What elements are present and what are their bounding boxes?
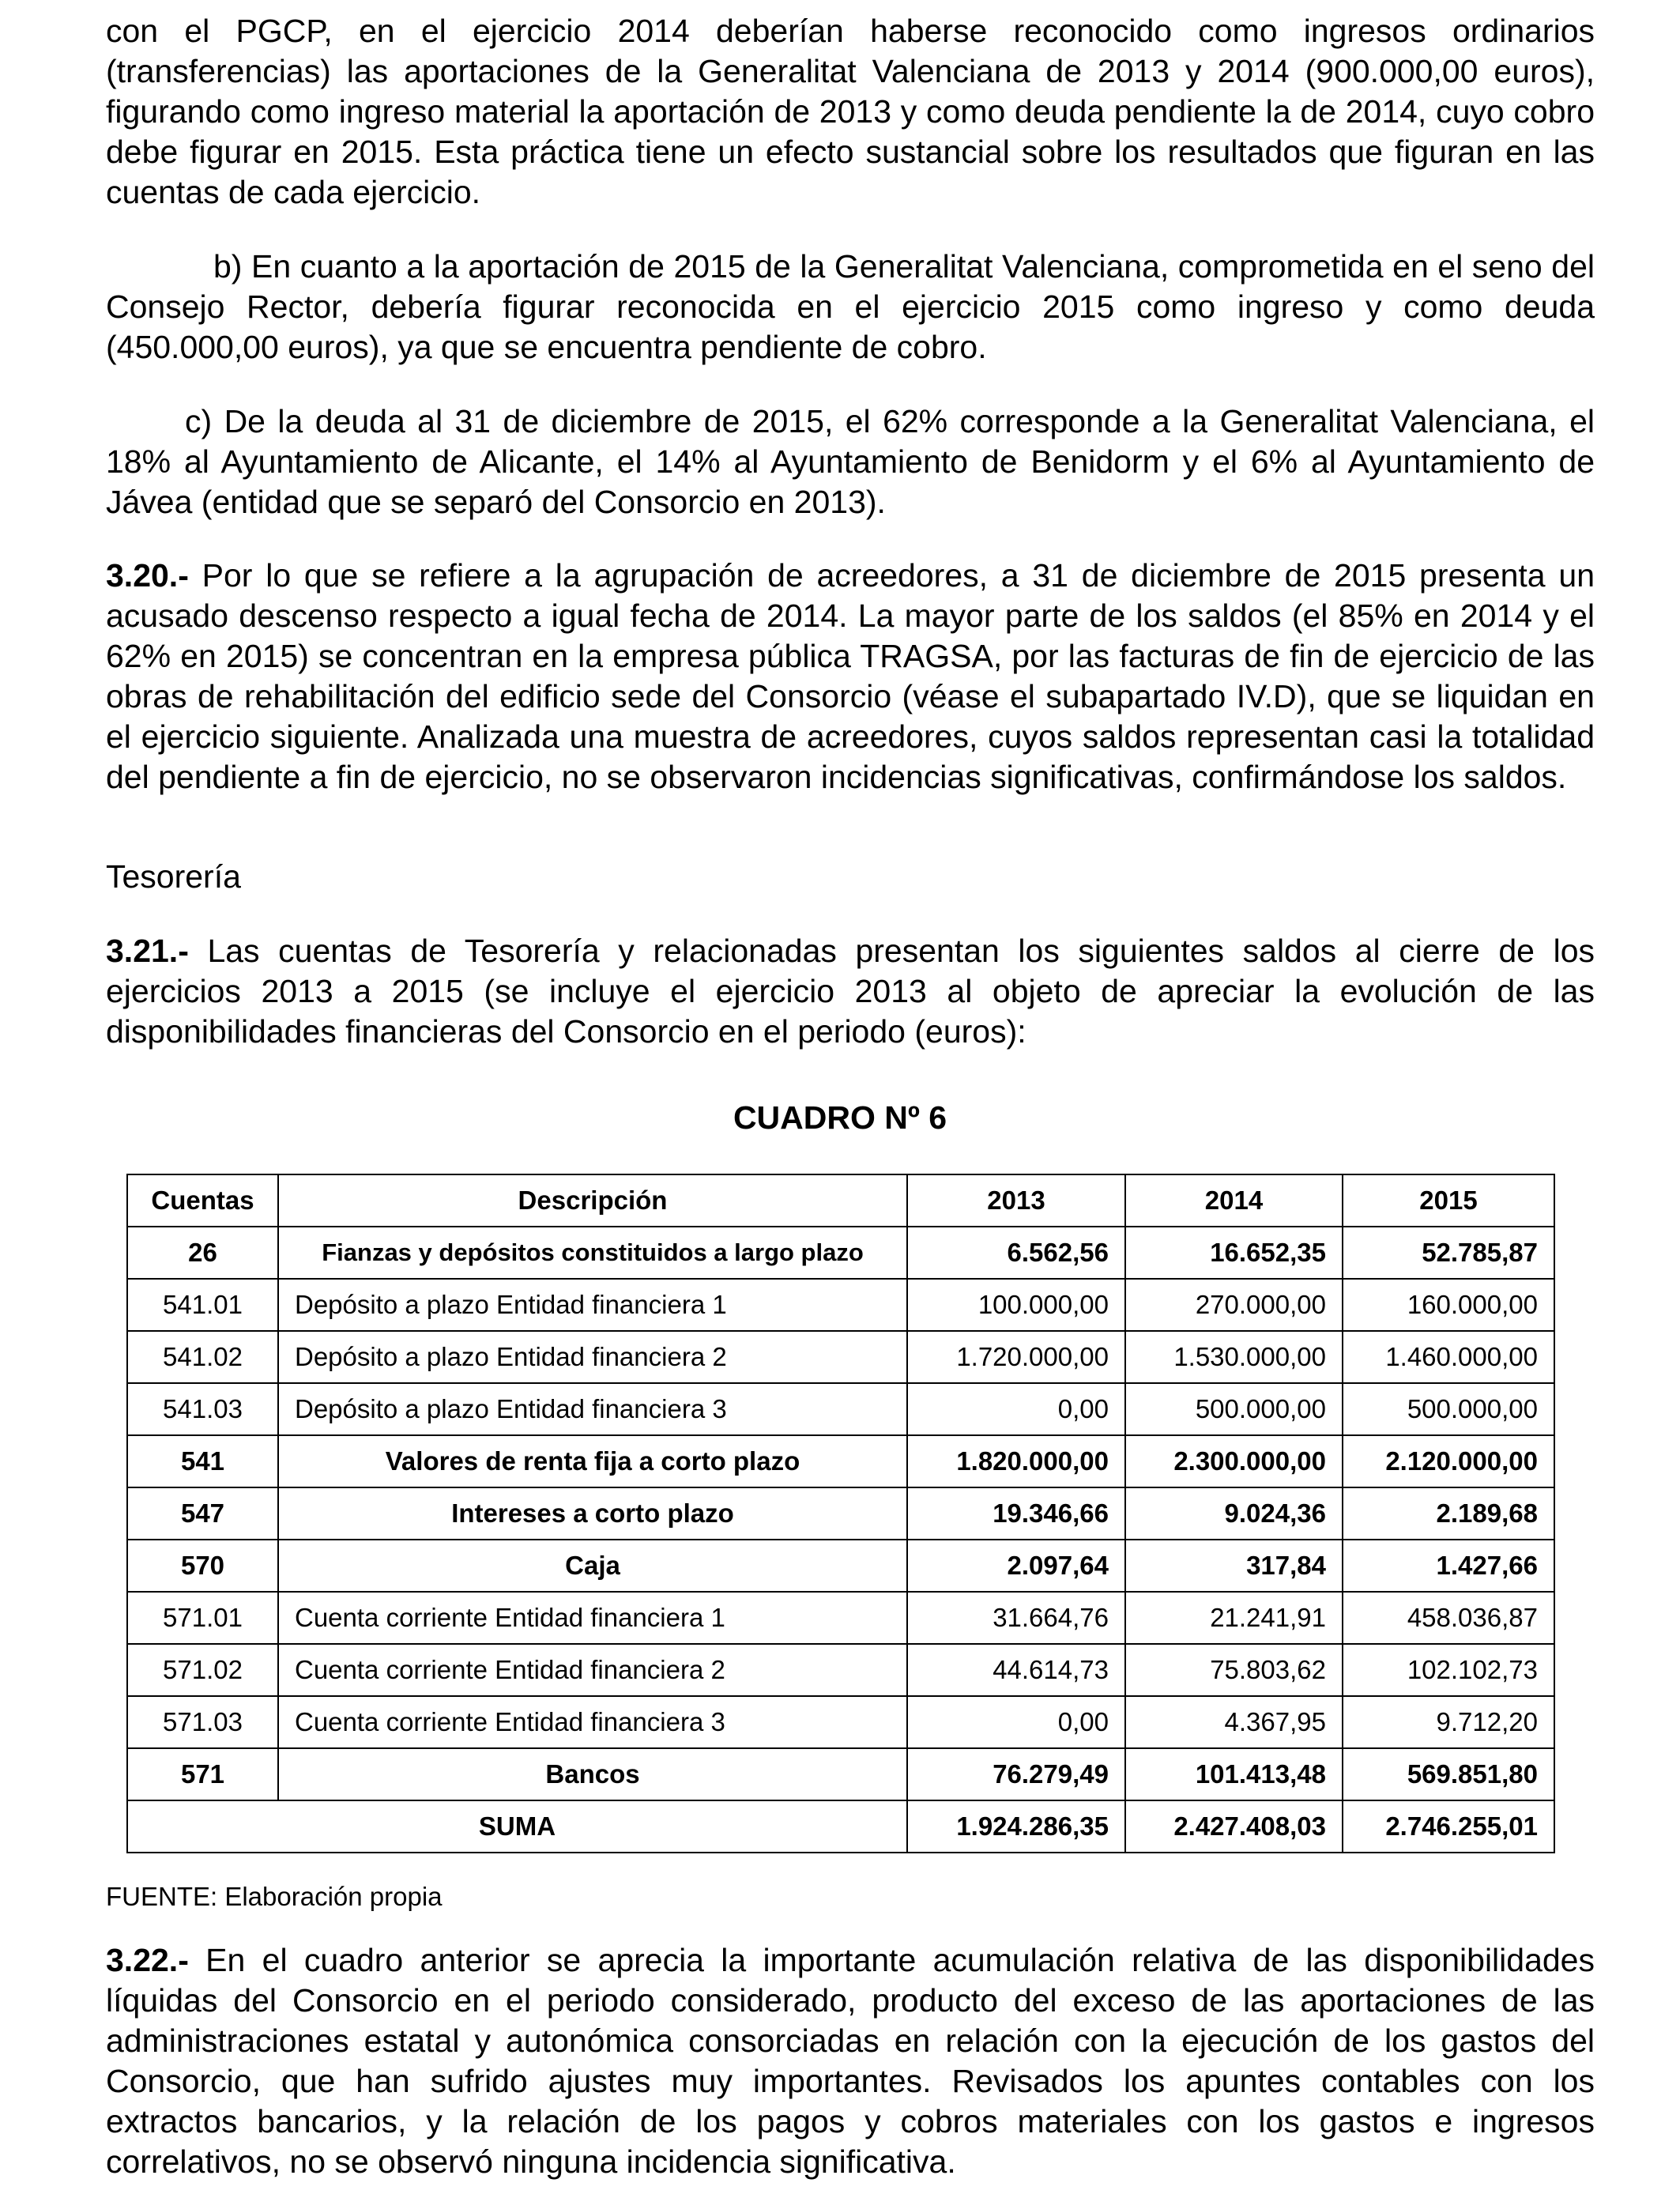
paragraph-text: Por lo que se refiere a la agrupación de acreedores, a 31 de diciembre de 2015 presenta un acusado descenso respecto a igual fecha de 2014. La mayor parte de los saldos (el 85% en 2014 y el 62% en 2015) se concentran en la empresa pública TRAGSA, por las facturas de fin de ejercicio de las obras de rehabilitación del edificio sede del Consorcio (véase el subapartado IV.D), que se liquidan en el ejercicio siguiente. Analizada una muestra de acreedores, cuyos saldos representan casi la totalidad del pendiente a fin de ejercicio, no se observaron incidencias significativas, confirmándose los saldos.: [106, 557, 1595, 795]
table-row: [127, 1592, 1554, 1644]
cell-2014: 101.413,48: [1125, 1748, 1343, 1800]
cell-2013: 100.000,00: [907, 1279, 1125, 1331]
table-row: [127, 1696, 1554, 1748]
paragraph-text: En el cuadro anterior se aprecia la importante acumulación relativa de las disponibilidades líquidas del Consorcio en el periodo considerado, producto del exceso de las aportaciones de las administraciones estatal y autonómica consorciadas en relación con la ejecución de los gastos del Consorcio, que han sufrido ajustes muy importantes. Revisados los apuntes contables con los extractos bancarios, y la relación de los pagos y cobros materiales con los gastos e ingresos correlativos, no se observó ninguna incidencia significativa.: [106, 1942, 1595, 2180]
table-row: [127, 1748, 1554, 1800]
cell-total-2015: 2.746.255,01: [1343, 1800, 1554, 1853]
cell-descripcion: Cuenta corriente Entidad financiera 1: [278, 1592, 907, 1644]
cell-2013: 76.279,49: [907, 1748, 1125, 1800]
cell-2013: 1.720.000,00: [907, 1331, 1125, 1383]
header-descripcion: Descripción: [278, 1174, 907, 1227]
cell-2015: 458.036,87: [1343, 1592, 1554, 1644]
paragraph-3-20: [106, 556, 1595, 797]
cell-cuenta: 571.03: [127, 1696, 278, 1748]
table-row: [127, 1279, 1554, 1331]
cell-cuenta: 541.01: [127, 1279, 278, 1331]
table-caption: CUADRO Nº 6: [733, 1099, 947, 1136]
paragraph-3-22: [106, 1940, 1595, 2182]
cell-2013: 19.346,66: [907, 1487, 1125, 1540]
header-2015: 2015: [1343, 1174, 1554, 1227]
cell-cuenta: 26: [127, 1227, 278, 1279]
cell-2014: 270.000,00: [1125, 1279, 1343, 1331]
cell-2015: 1.427,66: [1343, 1540, 1554, 1592]
cell-2015: 569.851,80: [1343, 1748, 1554, 1800]
table-row: [127, 1487, 1554, 1540]
table-header-row: [127, 1174, 1554, 1227]
cell-2013: 44.614,73: [907, 1644, 1125, 1696]
cell-descripcion: Valores de renta fija a corto plazo: [278, 1435, 907, 1487]
cell-total-2013: 1.924.286,35: [907, 1800, 1125, 1853]
table-row: [127, 1644, 1554, 1696]
cell-2015: 160.000,00: [1343, 1279, 1554, 1331]
cell-2015: 2.189,68: [1343, 1487, 1554, 1540]
header-cuentas: Cuentas: [127, 1174, 278, 1227]
paragraph-number: 3.21.-: [106, 933, 189, 969]
cell-total-2014: 2.427.408,03: [1125, 1800, 1343, 1853]
cell-cuenta: 541.02: [127, 1331, 278, 1383]
paragraph-number: 3.22.-: [106, 1942, 189, 1978]
cell-2013: 1.820.000,00: [907, 1435, 1125, 1487]
cell-2015: 500.000,00: [1343, 1383, 1554, 1435]
cell-2014: 9.024,36: [1125, 1487, 1343, 1540]
cell-cuenta: 571: [127, 1748, 278, 1800]
paragraph-c: c) De la deuda al 31 de diciembre de 2015, el 62% corresponde a la Generalitat Valenciana, el 18% al Ayuntamiento de Alicante, el 14% al Ayuntamiento de Benidorm y el 6% al Ayuntamiento de Jávea (entidad que se separó del Consorcio en 2013).: [106, 403, 1595, 520]
header-2014: 2014: [1125, 1174, 1343, 1227]
cell-2015: 52.785,87: [1343, 1227, 1554, 1279]
cell-2013: 31.664,76: [907, 1592, 1125, 1644]
cell-2013: 0,00: [907, 1383, 1125, 1435]
table-source-note: FUENTE: Elaboración propia: [106, 1882, 443, 1911]
cell-descripcion: Intereses a corto plazo: [278, 1487, 907, 1540]
cell-cuenta: 571.01: [127, 1592, 278, 1644]
cell-cuenta: 541: [127, 1435, 278, 1487]
cell-2013: 2.097,64: [907, 1540, 1125, 1592]
cell-total-label: SUMA: [127, 1800, 907, 1853]
cell-descripcion: Depósito a plazo Entidad financiera 3: [278, 1383, 907, 1435]
table-row: [127, 1331, 1554, 1383]
table-row: [127, 1435, 1554, 1487]
cell-2014: 16.652,35: [1125, 1227, 1343, 1279]
table-row: [127, 1540, 1554, 1592]
cell-2015: 1.460.000,00: [1343, 1331, 1554, 1383]
cell-descripcion: Depósito a plazo Entidad financiera 2: [278, 1331, 907, 1383]
header-2013: 2013: [907, 1174, 1125, 1227]
cell-descripcion: Cuenta corriente Entidad financiera 2: [278, 1644, 907, 1696]
cell-2013: 6.562,56: [907, 1227, 1125, 1279]
cell-cuenta: 571.02: [127, 1644, 278, 1696]
cell-2014: 1.530.000,00: [1125, 1331, 1343, 1383]
cell-2014: 21.241,91: [1125, 1592, 1343, 1644]
cell-descripcion: Fianzas y depósitos constituidos a largo plazo: [278, 1227, 907, 1279]
cell-descripcion: Cuenta corriente Entidad financiera 3: [278, 1696, 907, 1748]
cell-cuenta: 547: [127, 1487, 278, 1540]
paragraph-number: 3.20.-: [106, 557, 189, 594]
cell-descripcion: Depósito a plazo Entidad financiera 1: [278, 1279, 907, 1331]
cell-descripcion: Bancos: [278, 1748, 907, 1800]
table-row: [127, 1383, 1554, 1435]
paragraph-3-21: [106, 931, 1595, 1052]
cell-2015: 9.712,20: [1343, 1696, 1554, 1748]
paragraph-pgcp: con el PGCP, en el ejercicio 2014 deberían haberse reconocido como ingresos ordinarios (transferencias) las aportaciones de la Generalitat Valenciana de 2013 y 2014 (900.000,00 euros), figurando como ingreso material la aportación de 2013 y como deuda pendiente la de 2014, cuyo cobro debe figurar en 2015. Esta práctica tiene un efecto sustancial sobre los resultados que figuran en las cuentas de cada ejercicio.: [106, 13, 1595, 210]
cell-cuenta: 541.03: [127, 1383, 278, 1435]
section-heading-tesoreria: Tesorería: [106, 858, 241, 895]
cell-2014: 500.000,00: [1125, 1383, 1343, 1435]
cell-2014: 4.367,95: [1125, 1696, 1343, 1748]
cell-2014: 2.300.000,00: [1125, 1435, 1343, 1487]
cell-2015: 102.102,73: [1343, 1644, 1554, 1696]
cell-descripcion: Caja: [278, 1540, 907, 1592]
cell-2014: 317,84: [1125, 1540, 1343, 1592]
table-row: [127, 1227, 1554, 1279]
cell-2014: 75.803,62: [1125, 1644, 1343, 1696]
cuadro-6-table: [126, 1174, 1555, 1853]
table-total-row: [127, 1800, 1554, 1853]
cell-2015: 2.120.000,00: [1343, 1435, 1554, 1487]
cell-2013: 0,00: [907, 1696, 1125, 1748]
cell-cuenta: 570: [127, 1540, 278, 1592]
paragraph-text: Las cuentas de Tesorería y relacionadas presentan los siguientes saldos al cierre de los ejercicios 2013 a 2015 (se incluye el ejercicio 2013 al objeto de apreciar la evolución de las disponibilidades financieras del Consorcio en el periodo (euros):: [106, 933, 1595, 1050]
paragraph-b: b) En cuanto a la aportación de 2015 de la Generalitat Valenciana, comprometida en el seno del Consejo Rector, debería figurar reconocida en el ejercicio 2015 como ingreso y como deuda (450.000,00 euros), ya que se encuentra pendiente de cobro.: [106, 248, 1595, 365]
